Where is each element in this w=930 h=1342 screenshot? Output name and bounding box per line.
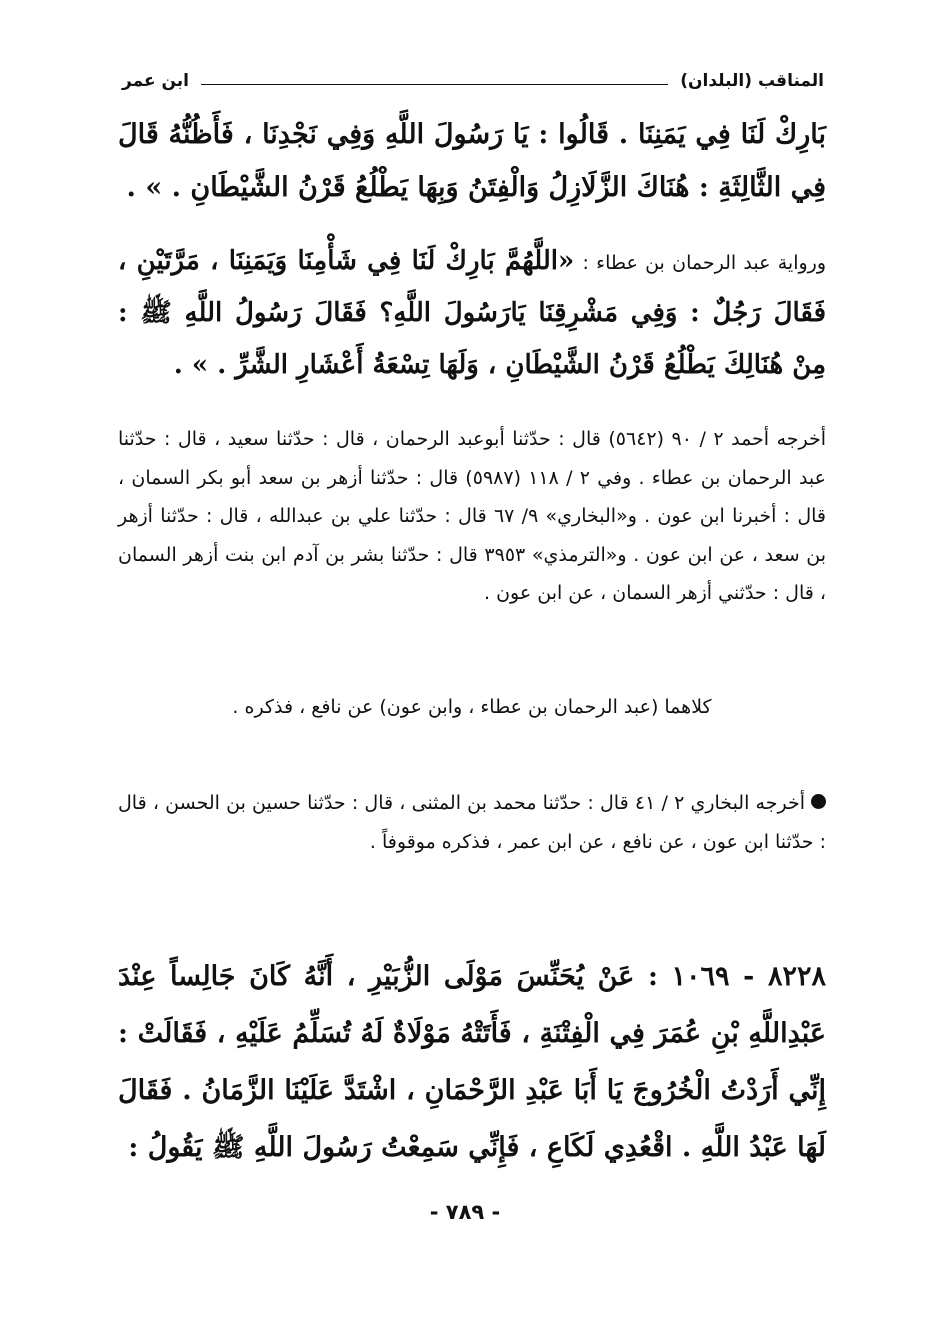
header-subject: ابن عمر: [122, 71, 190, 91]
summary-line: كلاهما (عبد الرحمان بن عطاء ، وابن عون) عن نافع ، فذكره .: [232, 696, 712, 718]
takhrij-paragraph: أخرجه أحمد ٢ / ٩٠ (٥٦٤٢) قال : حدّثنا أبوعبد الرحمان ، قال : حدّثنا سعيد ، قال : حدّثنا عبد الرحمان بن عطاء . وفي ٢ / ١١٨ (٥٩٨٧) قال : حدّثنا أزهر بن سعد أبو بكر السمان ، قال : أخبرنا ابن عون . و«البخاري» ٩/ ٦٧ قال : حدّثنا علي بن عبدالله ، قال : حدّثنا أزهر بن سعد ، عن ابن عون . و«الترمذي» ٣٩٥٣ قال : حدّثنا بشر بن آدم ابن بنت أزهر السمان ، قال : حدّثني أزهر السمان ، عن ابن عون .: [118, 428, 827, 604]
bullet-icon: [811, 794, 826, 809]
bukhari-note-text: أخرجه البخاري ٢ / ٤١ قال : حدّثنا محمد بن المثنى ، قال : حدّثنا حسين بن الحسن ، قال : حدّثنا ابن عون ، عن نافع ، عن ابن عمر ، فذكره موقوفاً .: [118, 792, 826, 853]
narration-lead: ورواية عبد الرحمان بن عطاء :: [582, 252, 827, 274]
hadith-text-continuation: بَارِكْ لَنَا فِي يَمَنِنَا . قَالُوا : يَا رَسُولَ اللَّهِ وَفِي نَجْدِنَا ، فَأَظُنُّهُ قَالَ فِي الثَّالِثَةِ : هُنَاكَ الزَّلَازِلُ وَالْفِتَنُ وَبِهَا يَطْلُعُ قَرْنُ الشَّيْطَانِ . » .: [118, 119, 826, 203]
header-section-title: المناقب (البلدان): [680, 71, 824, 91]
hadith-8228: ٨٢٢٨ - ١٠٦٩ : عَنْ يُحَنِّسَ مَوْلَى الزُّبَيْرِ ، أَنَّهُ كَانَ جَالِساً عِنْدَ عَبْدِاللَّهِ بْنِ عُمَرَ فِي الْفِتْنَةِ ، فَأَتَتْهُ مَوْلَاةٌ لَهُ تُسَلِّمُ عَلَيْهِ ، فَقَالَتْ : إِنِّي أَرَدْتُ الْخُرُوجَ يَا أَبَا عَبْدِ الرَّحْمَانِ ، اشْتَدَّ عَلَيْنَا الزَّمَانُ . فَقَالَ لَهَا عَبْدُ اللَّهِ . اقْعُدِي لَكَاعِ ، فَإِنِّي سَمِعْتُ رَسُولَ اللَّهِ ﷺ يَقُولُ :: [118, 961, 826, 1163]
page-number: - ٧٨٩ -: [429, 1200, 501, 1224]
header-rule: [201, 84, 668, 85]
bukhari-note: [118, 784, 826, 861]
alternate-narration: [118, 236, 826, 392]
running-header: [122, 66, 824, 96]
narration-quote: «اللَّهُمَّ بَارِكْ لَنَا فِي شَأْمِنَا وَيَمَنِنَا ، مَرَّتَيْنِ ، فَقَالَ رَجُلٌ : وَفِي مَشْرِقِنَا يَارَسُولَ اللَّهِ؟ فَقَالَ رَسُولُ اللَّهِ ﷺ : مِنْ هُنَالِكَ يَطْلُعُ قَرْنُ الشَّيْطَانِ ، وَلَهَا تِسْعَةُ أَعْشَارِ الشَّرِّ . » .: [118, 246, 826, 380]
